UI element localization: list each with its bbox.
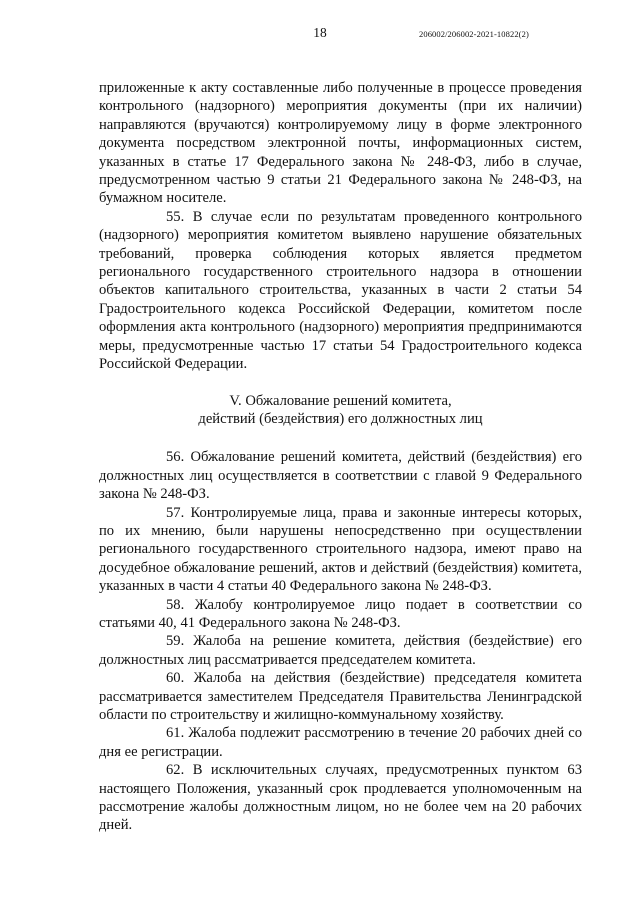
paragraph-58: 58. Жалобу контролируемое лицо подает в соответствии со статьями 40, 41 Федерального закона № 248-ФЗ. <box>99 596 582 631</box>
paragraph-55: 55. В случае если по результатам проведенного контрольного (надзорного) мероприятия комитетом выявлено нарушение обязательных требований, проверка соблюдения которых является предметом регионального государственного строительного надзора в отношении объектов капитального строительства, указанных в части 2 статьи 54 Градостроительного кодекса Российской Федерации, комитетом после оформления акта контрольного (надзорного) мероприятия предпринимаются меры, предусмотренные частью 17 статьи 54 Градостроительного кодекса Российской Федерации. <box>99 208 582 373</box>
paragraph-62: 62. В исключительных случаях, предусмотренных пунктом 63 настоящего Положения, указанный срок продлевается уполномоченным на рассмотрение жалобы должностным лицом, но не более чем на 20 рабочих дней. <box>99 762 582 834</box>
paragraph-60: 60. Жалоба на действия (бездействие) председателя комитета рассматривается заместителем Председателя Правительства Ленинградской области по строительству и жилищно-коммунальному хозяйству. <box>99 670 582 723</box>
page-number: 18 <box>313 25 327 40</box>
document-code: 206002/206002-2021-10822(2) <box>419 29 529 39</box>
paragraph-continuation: приложенные к акту составленные либо полученные в процессе проведения контрольного (надзорного) мероприятия документы (при их наличии) направляются (вручаются) контролируемому лицу в форме электронного документа посредством электронной почты, информационных систем, указанных в статье 17 Федерального закона № 248-ФЗ, либо в случае, предусмотренном частью 9 статьи 21 Федерального закона № 248-ФЗ, на бумажном носителе. <box>99 80 582 207</box>
section-heading <box>99 392 582 429</box>
document-body <box>99 79 582 835</box>
section-heading-line-2: действий (бездействия) его должностных лиц <box>198 410 483 427</box>
paragraph-61: 61. Жалоба подлежит рассмотрению в течение 20 рабочих дней со дня ее регистрации. <box>99 725 582 760</box>
section-heading-line-1: V. Обжалование решений комитета, <box>229 392 452 409</box>
paragraph-57: 57. Контролируемые лица, права и законные интересы которых, по их мнению, были нарушены непосредственно при осуществлении регионального государственного строительного надзора, имеют право на досудебное обжалование решений, актов и действий (бездействия) комитета, указанных в части 4 статьи 40 Федерального закона № 248-ФЗ. <box>99 504 582 595</box>
paragraph-59: 59. Жалоба на решение комитета, действия (бездействие) его должностных лиц рассматривается председателем комитета. <box>99 633 582 668</box>
paragraph-56: 56. Обжалование решений комитета, действий (бездействия) его должностных лиц осуществляется в соответствии с главой 9 Федерального закона № 248-ФЗ. <box>99 449 582 503</box>
